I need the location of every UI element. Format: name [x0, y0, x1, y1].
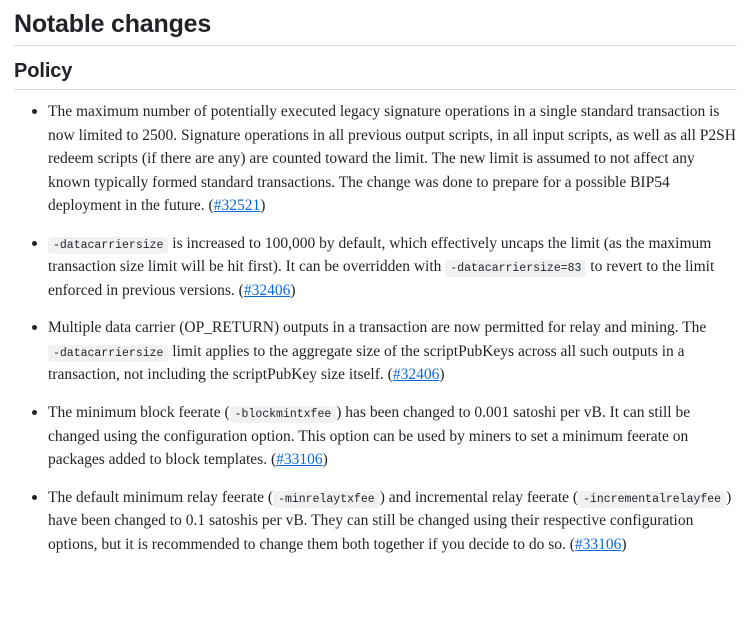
- list-item: [48, 316, 737, 387]
- paragraph-text: ): [621, 535, 627, 553]
- paragraph-text: ): [290, 281, 296, 299]
- inline-code: -datacarriersize=83: [445, 260, 586, 277]
- paragraph-text: limit applies to the aggregate size of the scriptPubKeys across all such outputs in a transaction, not including the scriptPubKey size itself. (: [48, 342, 685, 384]
- list-item: [48, 100, 737, 218]
- paragraph-text: ): [439, 366, 445, 384]
- paragraph-text: to revert to the limit enforced in previous versions. (: [48, 258, 715, 299]
- paragraph-text: ): [260, 197, 266, 215]
- pr-reference-link[interactable]: #33106: [574, 535, 622, 553]
- paragraph-text: Multiple data carrier (OP_RETURN) outputs in a transaction are now permitted for relay and mining. The: [48, 319, 707, 337]
- inline-code: -incrementalrelayfee: [578, 491, 726, 508]
- list-item: [48, 232, 737, 303]
- pr-reference-link[interactable]: #33106: [276, 451, 323, 469]
- paragraph-text: is increased to 100,000 by default, which effectively uncaps the limit (as the maximum transaction size limit will be hit first). It can be overridden with: [48, 234, 712, 276]
- paragraph-text: The maximum number of potentially executed legacy signature operations in a single standard transaction is now limited to 2500. Signature operations in all previous output scripts, in all input scripts, as well as all P2SH redeem scripts (if there are any) are counted toward the limit. The new limit is assumed to not affect any known typically formed standard transactions. The change was done to prepare for a possible BIP54 deployment in the future. (: [48, 103, 736, 215]
- paragraph-text: ) and incremental relay feerate (: [379, 488, 579, 506]
- paragraph-text: The default minimum relay feerate (: [48, 488, 274, 506]
- pr-reference-link[interactable]: #32406: [392, 366, 440, 384]
- pr-reference-link[interactable]: #32521: [213, 197, 261, 215]
- section-heading-policy: Policy: [14, 60, 737, 90]
- pr-reference-link[interactable]: #32406: [243, 281, 291, 299]
- paragraph-text: ) has been changed to 0.001 satoshi per vB. It can still be changed using the configuration option. This option can be used by miners to set a minimum feerate on packages added to block templates. (: [48, 404, 691, 469]
- inline-code: -blockmintxfee: [230, 406, 337, 423]
- list-item: [48, 401, 737, 472]
- page-title: Notable changes: [14, 10, 737, 46]
- inline-code: -datacarriersize: [48, 237, 168, 254]
- notable-changes-list: [14, 100, 737, 556]
- inline-code: -datacarriersize: [48, 345, 168, 362]
- paragraph-text: ): [322, 451, 328, 469]
- paragraph-text: ) have been changed to 0.1 satoshis per vB. They can still be changed using their respective configuration options, but it is recommended to change them both together if you decide to do so. (: [48, 488, 732, 553]
- paragraph-text: The minimum block feerate (: [48, 404, 230, 422]
- inline-code: -minrelaytxfee: [273, 491, 380, 508]
- list-item: [48, 486, 737, 557]
